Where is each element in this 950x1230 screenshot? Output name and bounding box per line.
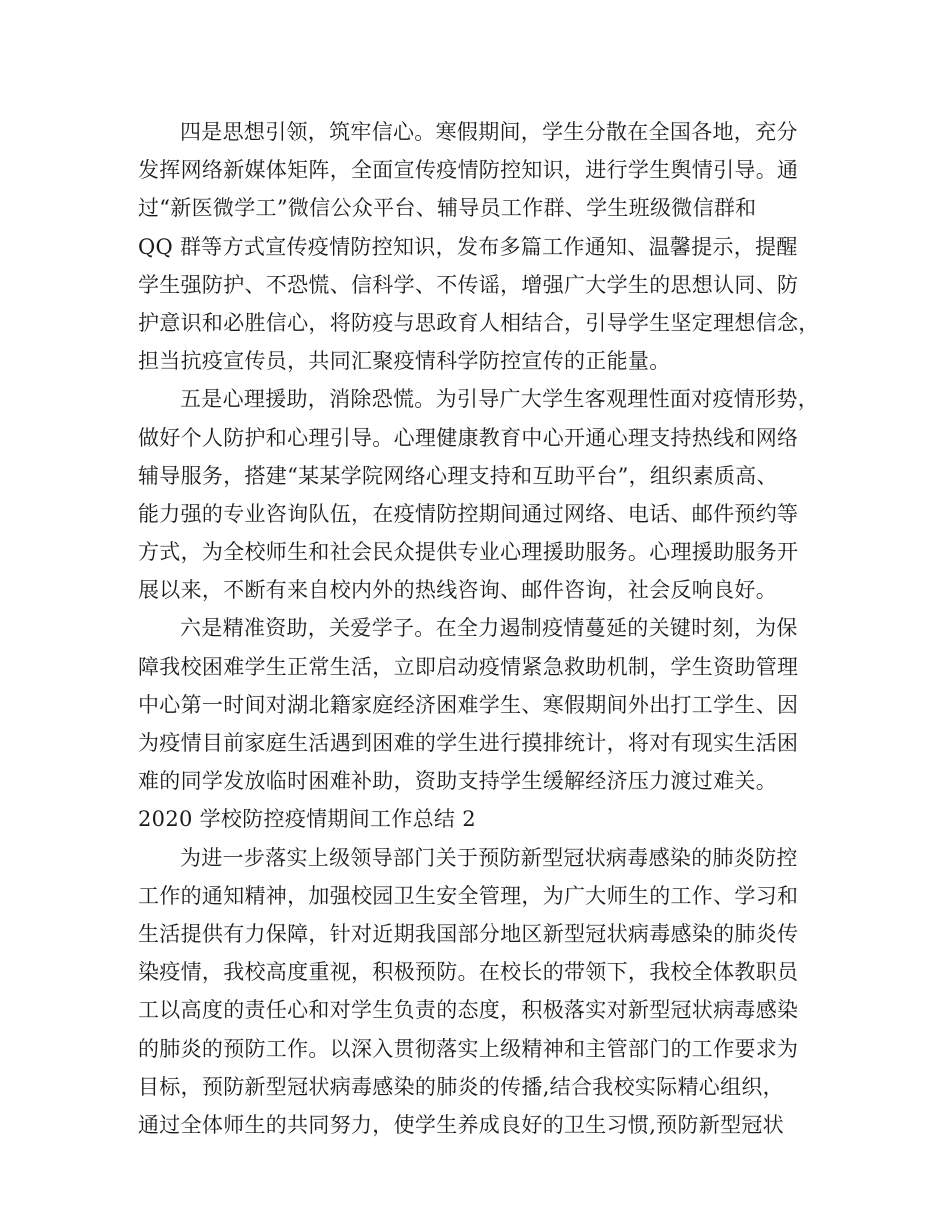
paragraph-line: 染疫情，我校高度重视，积极预防。在校长的带领下，我校全体教职员 — [138, 960, 799, 985]
paragraph-line: 学生强防护、不恐慌、信科学、不传谣，增强广大学生的思想认同、防 — [138, 272, 799, 297]
paragraph-line: 四是思想引领，筑牢信心。寒假期间，学生分散在全国各地，充分 — [180, 120, 798, 144]
paragraph-line: 做好个人防护和心理引导。心理健康教育中心开通心理支持热线和网络 — [138, 425, 799, 450]
paragraph-line: 障我校困难学生正常生活，立即启动疫情紧急救助机制，学生资助管理 — [138, 654, 799, 679]
paragraph-line: 通过全体师生的共同努力，使学生养成良好的卫生习惯,预防新型冠状 — [138, 1112, 784, 1137]
paragraph-line: 辅导服务，搭建“某某学院网络心理支持和互助平台”，组织素质高、 — [138, 463, 778, 488]
paragraph-line: 生活提供有力保障，针对近期我国部分地区新型冠状病毒感染的肺炎传 — [138, 921, 799, 946]
paragraph-line: 五是心理援助，消除恐慌。为引导广大学生客观理性面对疫情形势， — [180, 387, 819, 412]
paragraph-line: 担当抗疫宣传员，共同汇聚疫情科学防控宣传的正能量。 — [138, 349, 671, 374]
paragraph-line: QQ 群等方式宣传疫情防控知识，发布多篇工作通知、温馨提示，提醒 — [138, 234, 798, 259]
paragraph-line: 六是精准资助，关爱学子。在全力遏制疫情蔓延的关键时刻，为保 — [180, 616, 798, 641]
paragraph-line: 为进一步落实上级领导部门关于预防新型冠状病毒感染的肺炎防控 — [180, 845, 798, 870]
paragraph-line: 为疫情目前家庭生活遇到困难的学生进行摸排统计，将对有现实生活困 — [138, 731, 799, 755]
paragraph-line: 过“新医微学工”微信公众平台、辅导员工作群、学生班级微信群和 — [138, 196, 757, 221]
paragraph-line: 难的同学发放临时困难补助，资助支持学生缓解经济压力渡过难关。 — [138, 769, 777, 794]
paragraph-line: 工作的通知精神，加强校园卫生安全管理，为广大师生的工作、学习和 — [138, 883, 799, 908]
paragraph-line: 展以来，不断有来自校内外的热线咨询、邮件咨询，社会反响良好。 — [138, 578, 777, 603]
document-body — [138, 113, 820, 1144]
paragraph-line: 中心第一时间对湖北籍家庭经济困难学生、寒假期间外出打工学生、因 — [138, 692, 799, 717]
paragraph-line: 护意识和必胜信心，将防疫与思政育人相结合，引导学生坚定理想信念， — [138, 310, 820, 335]
paragraph-line: 工以高度的责任心和对学生负责的态度，积极落实对新型冠状病毒感染 — [138, 998, 799, 1023]
paragraph-line: 发挥网络新媒体矩阵，全面宣传疫情防控知识，进行学生舆情引导。通 — [138, 158, 799, 183]
paragraph-line: 的肺炎的预防工作。以深入贯彻落实上级精神和主管部门的工作要求为 — [138, 1036, 799, 1061]
paragraph-line: 能力强的专业咨询队伍，在疫情防控期间通过网络、电话、邮件预约等 — [138, 501, 799, 526]
paragraph-line: 方式，为全校师生和社会民众提供专业心理援助服务。心理援助服务开 — [138, 540, 799, 565]
paragraph-line: 目标，预防新型冠状病毒感染的肺炎的传播,结合我校实际精心组织， — [138, 1074, 784, 1099]
section-heading: 2020 学校防控疫情期间工作总结 2 — [138, 807, 476, 832]
